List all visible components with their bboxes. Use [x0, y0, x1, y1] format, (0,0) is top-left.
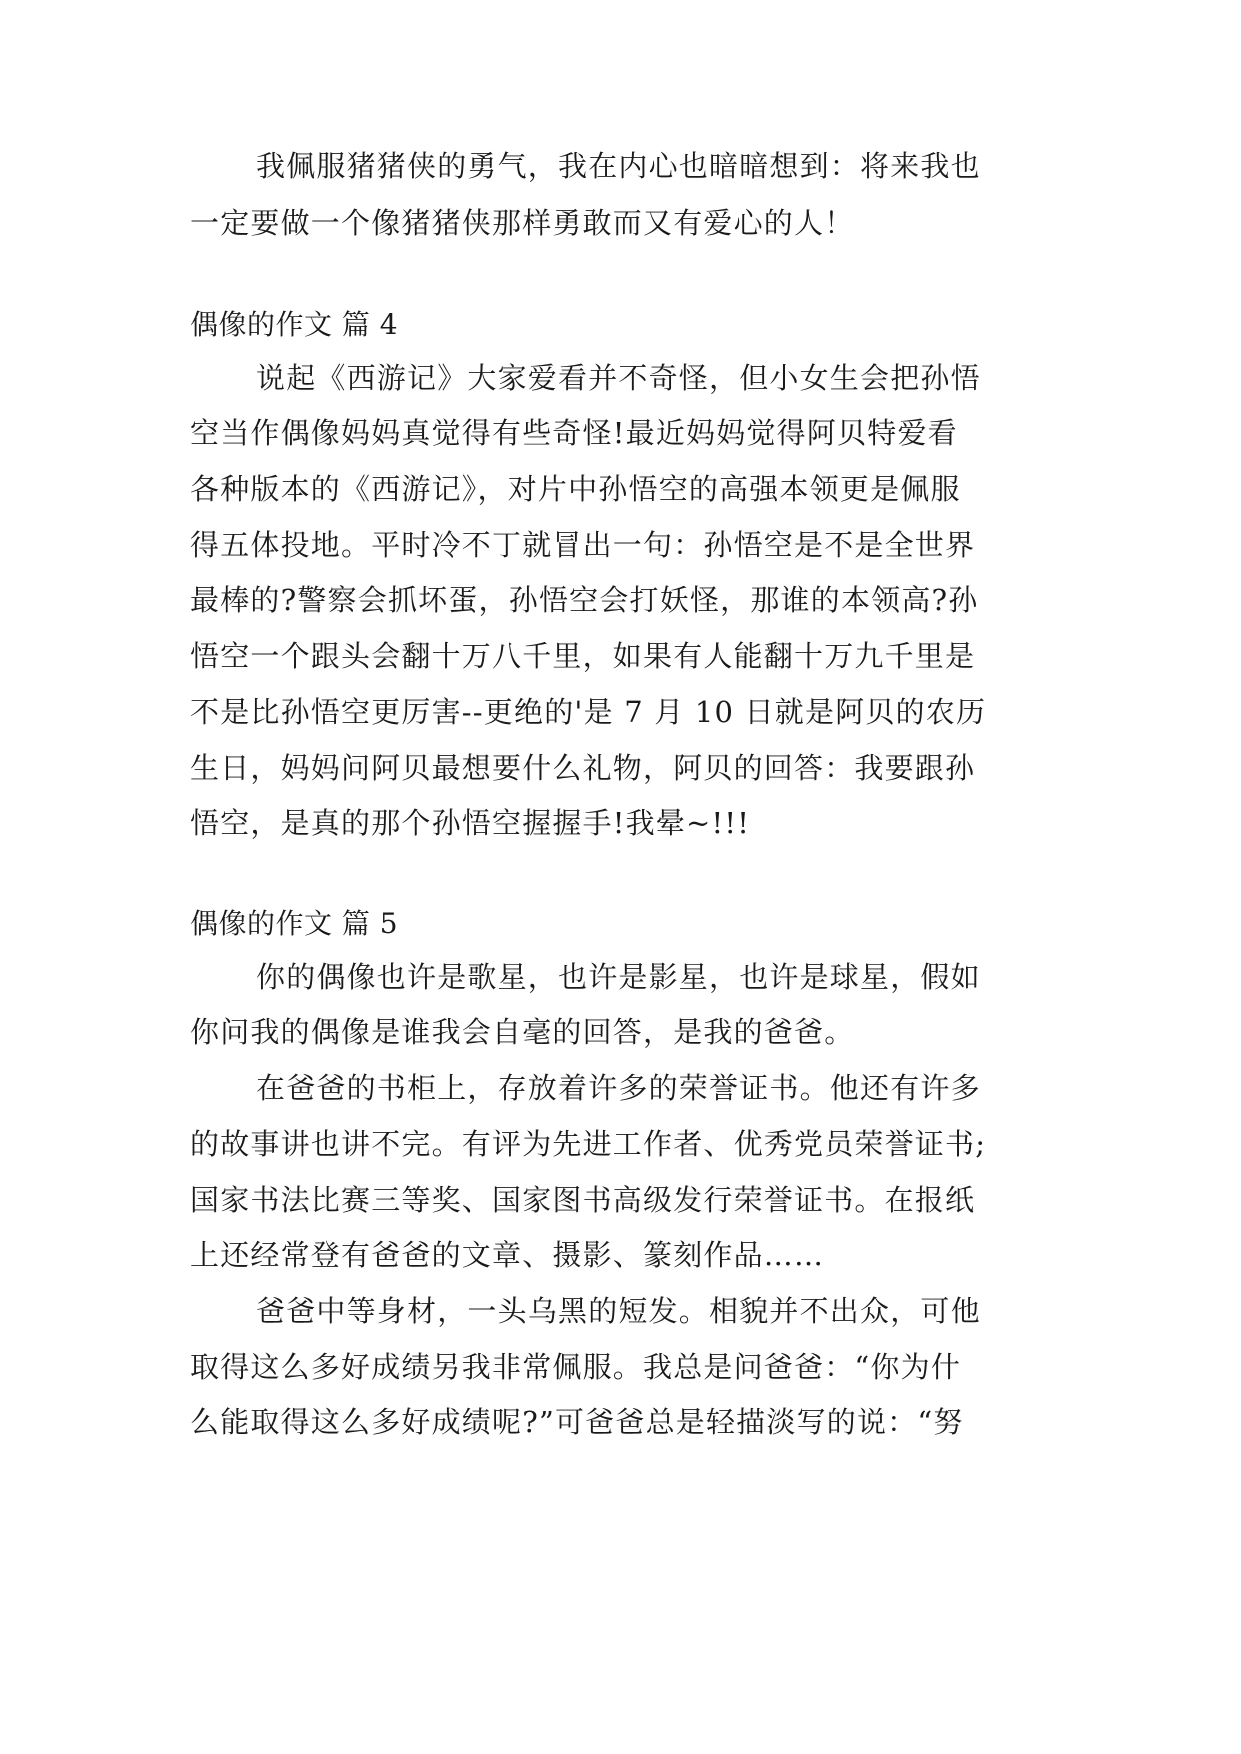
paragraph-line: 各种版本的《西游记》，对片中孙悟空的高强本领更是佩服	[190, 472, 961, 506]
paragraph-line: 你问我的偶像是谁我会自毫的回答，是我的爸爸。	[190, 1015, 855, 1049]
paragraph-line: 我佩服猪猪侠的勇气，我在内心也暗暗想到：将来我也	[256, 149, 981, 183]
paragraph-line: 一定要做一个像猪猪侠那样勇敢而又有爱心的人！	[190, 206, 855, 240]
paragraph-line: 么能取得这么多好成绩呢?”可爸爸总是轻描淡写的说：“努	[190, 1405, 964, 1439]
paragraph-line: 悟空，是真的那个孙悟空握握手!我晕~!!!	[190, 806, 751, 840]
paragraph-line: 你的偶像也许是歌星，也许是影星，也许是球星，假如	[256, 960, 981, 994]
paragraph-line: 上还经常登有爸爸的文章、摄影、篆刻作品……	[190, 1238, 825, 1272]
paragraph-line: 国家书法比赛三等奖、国家图书高级发行荣誉证书。在报纸	[190, 1183, 976, 1217]
paragraph-line: 取得这么多好成绩另我非常佩服。我总是问爸爸：“你为什	[190, 1350, 962, 1384]
section-heading: 偶像的作文 篇 4	[190, 308, 399, 341]
paragraph-line: 悟空一个跟头会翻十万八千里，如果有人能翻十万九千里是	[190, 639, 976, 673]
paragraph-line: 生日，妈妈问阿贝最想要什么礼物，阿贝的回答：我要跟孙	[190, 751, 976, 785]
paragraph-line: 不是比孙悟空更厉害--更绝的'是 7 月 10 日就是阿贝的农历	[190, 695, 987, 729]
paragraph-line: 在爸爸的书柜上，存放着许多的荣誉证书。他还有许多	[256, 1071, 981, 1105]
paragraph-line: 得五体投地。平时冷不丁就冒出一句：孙悟空是不是全世界	[190, 528, 976, 562]
paragraph-line: 的故事讲也讲不完。有评为先进工作者、优秀党员荣誉证书;	[190, 1127, 987, 1161]
section-heading: 偶像的作文 篇 5	[190, 907, 399, 940]
paragraph-line: 爸爸中等身材，一头乌黑的短发。相貌并不出众，可他	[256, 1294, 981, 1328]
paragraph-line: 最棒的?警察会抓坏蛋，孙悟空会打妖怪，那谁的本领高?孙	[190, 583, 979, 617]
paragraph-line: 空当作偶像妈妈真觉得有些奇怪!最近妈妈觉得阿贝特爱看	[190, 416, 958, 450]
paragraph-line: 说起《西游记》大家爱看并不奇怪，但小女生会把孙悟	[256, 361, 981, 395]
